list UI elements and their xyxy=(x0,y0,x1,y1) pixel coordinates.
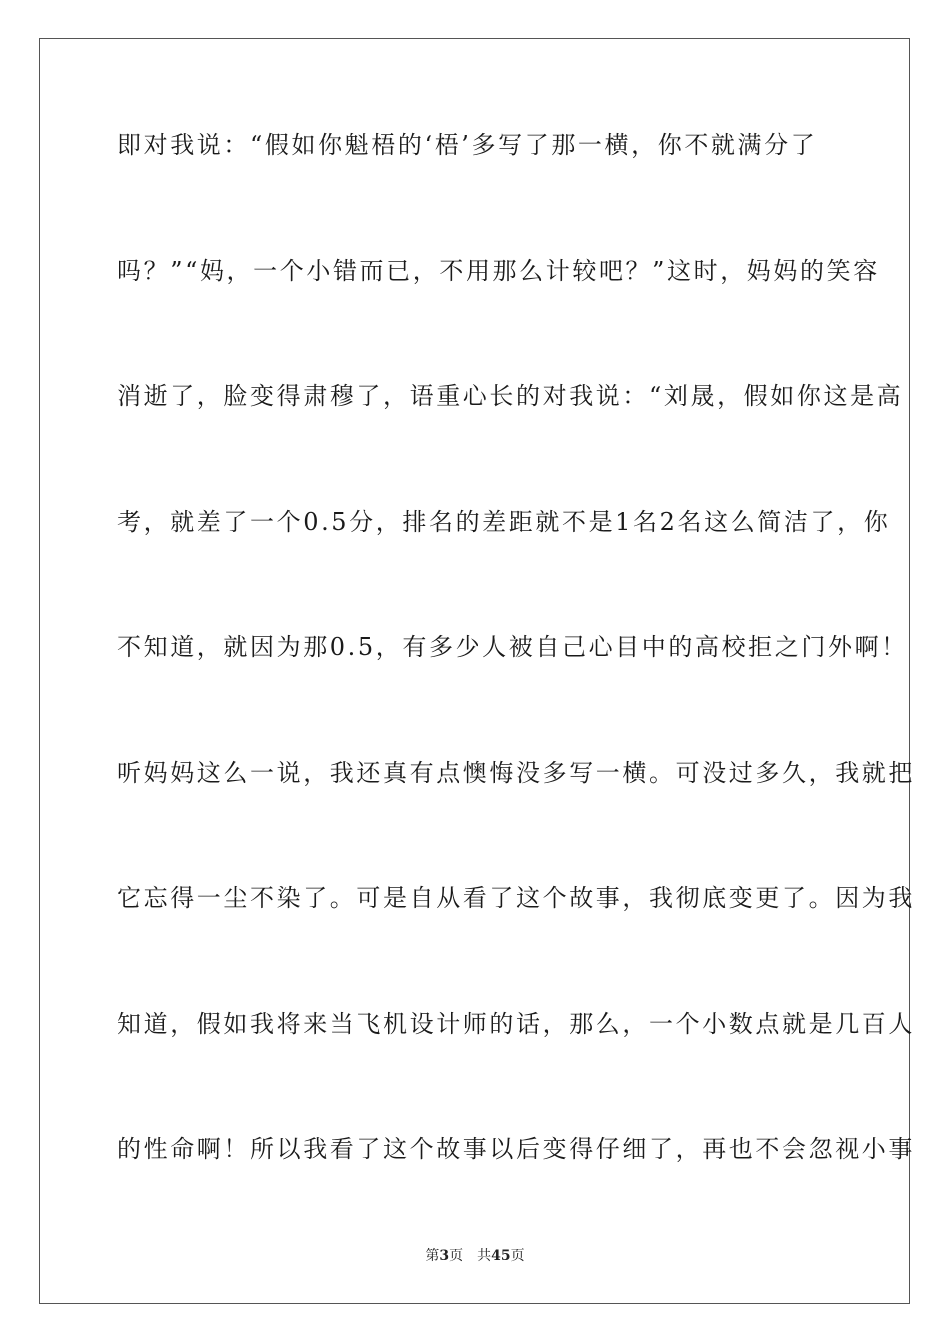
footer-page-number: 3 xyxy=(439,1248,450,1264)
text-line-6: 听妈妈这么一说，我还真有点懊悔没多写一横。可没过多久，我就把 xyxy=(117,758,915,787)
footer-page-prefix: 第 xyxy=(425,1248,440,1264)
text-line-3: 消逝了，脸变得肃穆了，语重心长的对我说：“刘晟，假如你这是高 xyxy=(117,382,904,410)
text-line-5: 不知道，就因为那0.5，有多少人被自己心目中的高校拒之门外啊！ xyxy=(117,633,908,661)
footer-total-prefix: 共 xyxy=(477,1248,492,1264)
text-line-4: 考，就差了一个0.5分，排名的差距就不是1名2名这么简洁了，你 xyxy=(117,507,891,536)
text-line-2: 吗？”“妈，一个小错而已，不用那么计较吧？”这时，妈妈的笑容 xyxy=(117,256,880,285)
text-line-8: 知道，假如我将来当飞机设计师的话，那么，一个小数点就是几百人 xyxy=(117,1009,915,1038)
text-line-9: 的性命啊！所以我看了这个故事以后变得仔细了，再也不会忽视小事 xyxy=(117,1135,915,1163)
document-body xyxy=(117,124,915,1254)
footer-total-suffix: 页 xyxy=(510,1248,525,1264)
page-footer xyxy=(0,1246,950,1266)
footer-page-suffix: 页 xyxy=(449,1248,464,1264)
footer-total-pages: 45 xyxy=(491,1248,511,1264)
text-line-7: 它忘得一尘不染了。可是自从看了这个故事，我彻底变更了。因为我 xyxy=(117,884,915,912)
text-line-1: 即对我说：“假如你魁梧的‘梧’多写了那一横，你不就满分了 xyxy=(117,131,818,159)
